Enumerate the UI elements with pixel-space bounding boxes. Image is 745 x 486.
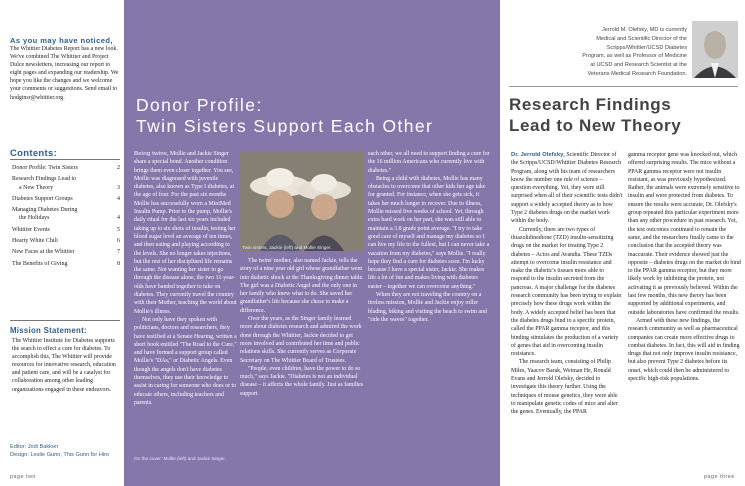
notice-title: As you may have noticed, <box>10 36 113 45</box>
toc-item-label: Whittier Events <box>12 226 50 233</box>
research-headline-line1: Research Findings <box>509 95 672 114</box>
research-col1-text-c: The research team, consisting of Philip Miles, Yaacov Barak, Weiman He, Ronald Evans and Jerrold Olefsky, decided to investigate this theory further. Using the techniques of mouse genetics, they were able to manipulate genetic codes of mice and alter the genes. Eventually, the PPAR <box>511 359 618 416</box>
toc-item <box>12 164 120 172</box>
page-number-left: page two <box>10 474 36 480</box>
toc-item <box>12 214 120 222</box>
toc-item <box>12 226 120 234</box>
donor-col1-text: , Mollie and Jackie Singer share a special bond. Another condition brings them even closer together. You see, Mollie was diagnosed with juvenile diabetes, also known as Type I diabetes, at the age of four. For the past six months Mollie has successfully worn a MiniMed Insulin Pump. Prior to the pump, Mollie's daily ritual for the last six years included taking up to six shots of insulin, testing her blood sugar level an average of ten times, and then eating and playing according to the levels. She no longer takes injections, but the rest of her disciplined life remains the same. Not wanting her sister to go through the disease alone, the two 11-year-olds have banded together to take on diabetes. They currently travel the country with their Mother, teaching the world about Mollie's illness. <box>134 151 237 315</box>
notice-body: The Whittier Diabetes Report has a new look. We've combined The Whittier and Project Dulce newsletters, increasing our report to eight pages and expanding our readership. We hope you like the changes and we welcome your comments or suggestions. Send email to hodginsr@whittier.org. <box>10 46 119 101</box>
research-column-1 <box>511 151 623 417</box>
research-col1-text: , Scientific Director of the Scripps/UCSD/Whittier Diabetes Research Program, along with his team of researchers know the number one rule of science – question everything. Yet, they were still surprised when all of their scientific tests didn't support a widely accepted theory as to how Type 2 diabetes drugs on the market work within the body. <box>511 152 623 225</box>
bio-line: Medical and Scientific Director of the <box>596 35 687 42</box>
toc-item-page: 7 <box>117 249 120 256</box>
toc-item <box>12 237 120 245</box>
author-headshot-illustration <box>692 21 738 78</box>
donor-col3-text-b: Being a child with diabetes, Mollie has many obstacles to overcome that other kids her age take for granted. For instance, when she gets sick, it takes her much longer to recover. Due to illness, Mollie missed five weeks of school. Yet, through extra hard work on her part, she was still able to maintain a 3.8 grade point average. "I try to take good care of myself and manage my diabetes so I can live my life to the fullest, but I can never take a vacation from my diabetes," says Mollie. "I really hope they find a cure for diabetes soon. I'm lucky because I have a special sister, Jackie. She makes life a lot of fun and makes living with diabetes easier – together we can overcome anything." <box>368 175 490 290</box>
toc-item-page: 6 <box>117 238 120 245</box>
mission-title: Mission Statement: <box>10 326 87 335</box>
donor-headline-line1: Donor Profile: <box>136 95 263 115</box>
bio-line: Scripps/Whittier/UCSD Diabetes <box>606 44 687 51</box>
cover-caption: On the cover: Mollie (left) and Jackie Singer. <box>134 456 226 461</box>
toc-item <box>12 195 120 203</box>
toc-item-page: 8 <box>117 260 120 267</box>
credits <box>10 443 124 459</box>
author-headshot <box>692 21 738 78</box>
toc-item-page: 5 <box>117 226 120 233</box>
research-lead-in: Dr. Jerrold Olefsky <box>511 152 564 158</box>
design-credit: Design: Leslie Gunn, This Gunn for Hire <box>10 452 110 458</box>
toc-item-label: Managing Diabetes During <box>12 207 78 214</box>
toc-item <box>12 260 120 268</box>
toc-item-label: Donor Profile: Twin Sisters <box>12 165 78 171</box>
toc-item-label: the Holidays <box>19 215 50 222</box>
toc-item <box>12 206 120 214</box>
donor-headline <box>136 95 433 137</box>
editor-credit: Editor: Jodi Bakken <box>10 444 59 450</box>
research-column-2 <box>628 151 741 383</box>
twins-photo-illustration <box>240 152 364 251</box>
page-number-right: page three <box>704 474 735 480</box>
bio-line: Program, as well as Professor of Medicine <box>582 53 687 60</box>
author-bio <box>516 26 687 79</box>
research-col2-text-b: Armed with these new findings, the research community as well as pharmaceutical companies can create more effective drugs to combat diabetes. In fact, this will aid in finding drugs that not only improve insulin resistance, but also prevent Type 2 diabetes before its onset, which could then be administered to specific high-risk populations. <box>628 317 740 383</box>
donor-column-1 <box>134 150 237 407</box>
contents-divider <box>10 159 120 160</box>
toc-item-label: New Faces at the Whittier <box>12 249 75 256</box>
bio-line: at UCSD and Research Scientist at the <box>590 62 687 69</box>
donor-col2-text-c: "People, even children, have the power to do so much," says Jackie. "Diabetes is not an individual disease – it affects the whole family. Just as families support <box>240 365 364 397</box>
toc-item-page: 2 <box>117 165 120 171</box>
research-headline <box>509 94 681 136</box>
research-divider <box>509 86 738 87</box>
research-headline-line2: Lead to New Theory <box>509 116 682 135</box>
research-col1-text-b: Currently, there are two types of thiazolidinedione (TZD) insulin-sensitizing drugs on the market for treating Type 2 diabetes – Actos and Avandia. These TZDs attempt to overcome insulin resistance and make the diabetic's tissues more able to respond to the insulin secreted from the pancreas. A major challenge for the diabetes research community has been trying to explain precisely how these drugs work within the body. A widely accepted belief has been that the diabetes drugs bind to a specific protein, called the PPAR gamma receptor, and this binding stimulates the production of a variety of genes that aid in overcoming insulin resistance. <box>511 226 622 358</box>
research-col2-text: gamma receptor gene was knocked out, which offered surprising results. The mice without a PPAR gamma receptor were not insulin resistant, as was previously hypothesized. Rather, the animals were extremely sensitive to insulin and were protected from diabetes. To ensure the results were accurate, Dr. Olefsky's group repeated this particular experiment more than any other procedure in past research. Yet, the test outcomes continued to remain the same, and the researchers finally came to the conclusion that the accepted theory was inaccurate. Their evidence showed just the opposite – diabetes drugs on the market do bind to the PPAR gamma receptor, but they more likely work by inhibiting the protein, not activating it as previously believed. Within the last few months, this new theory has been supported by additional experiments, and outside laboratories have confirmed the results. <box>628 152 741 316</box>
toc-item <box>12 248 120 256</box>
table-of-contents <box>12 164 120 268</box>
donor-column-2 <box>240 257 364 398</box>
donor-column-3 <box>368 150 492 324</box>
mission-body: The Whittier Institute for Diabetes supports the search to effect a cure for diabetes. To accomplish this, The Whittier will provide resources for innovative research, education and patient care, and will be a catalyst for collaboration among other leading organizations engaged in these endeavors. <box>12 338 116 393</box>
twins-photo <box>240 152 364 251</box>
donor-col1-text-b: Not only have they spoken with politicians, doctors and researchers, they have testified at a Senate Hearing, written a short book entitled "The Road to the Cure," and have formed a support group called Mollie's "DAs," or Diabetic Angels. Even though the angels don't have diabetes themselves, they use their knowledge to assist in caring for someone who does or to educate others, including teachers and parents. <box>134 316 237 406</box>
mission-divider <box>10 320 120 321</box>
bio-line: Jerrold M. Olefsky, MD is currently <box>601 27 687 33</box>
toc-item-page: 3 <box>117 184 120 191</box>
toc-item-label: Diabetes Support Groups <box>12 195 73 202</box>
toc-item-label: The Benefits of Giving <box>12 260 68 267</box>
toc-item-label: Hearty White Chili <box>12 238 58 245</box>
photo-caption: Twin sisters, Jackie (left) and Mollie Singer. <box>242 245 332 250</box>
toc-item-page: 4 <box>117 195 120 202</box>
toc-item-page: 4 <box>117 215 120 222</box>
donor-headline-line2: Twin Sisters Support Each Other <box>136 116 434 136</box>
toc-item <box>12 175 120 183</box>
donor-col2-text-b: Over the years, as the Singer family learned more about diabetes research and admired the work done through the Whittier, Jackie decided to get more involved and contributed her time and public relations skills. She currently serves as Corporate Secretary on The Whittier Board of Trustees. <box>240 316 362 364</box>
toc-item-label: a New Theory <box>19 184 54 191</box>
contents-title: Contents: <box>10 148 58 159</box>
donor-lead-in: Being twins <box>134 151 168 157</box>
toc-item-label: Research Findings Lead to <box>12 176 77 183</box>
donor-col2-text: The twins' mother, also named Jackie, tells the story of a nine year old girl whose grandfather went into diabetic shock at the Thanksgiving dinner table. The girl was a Diabetic Angel and the only one in her family who knew what to do. She saved her grandfather's life because she chose to make a difference. <box>240 258 364 314</box>
donor-col3-text-c: When they are not traveling the country on a tireless mission, Mollie and Jackie enjoy roller blading, biking and visiting the beach to swim and "ride the waves" together. <box>368 292 487 323</box>
toc-item <box>12 184 120 192</box>
donor-col3-text: each other, we all need to support finding a cure for the 16 million Americans who currently live with diabetes." <box>368 151 490 174</box>
bio-line: Veterans Medical Research Foundation. <box>587 70 687 77</box>
